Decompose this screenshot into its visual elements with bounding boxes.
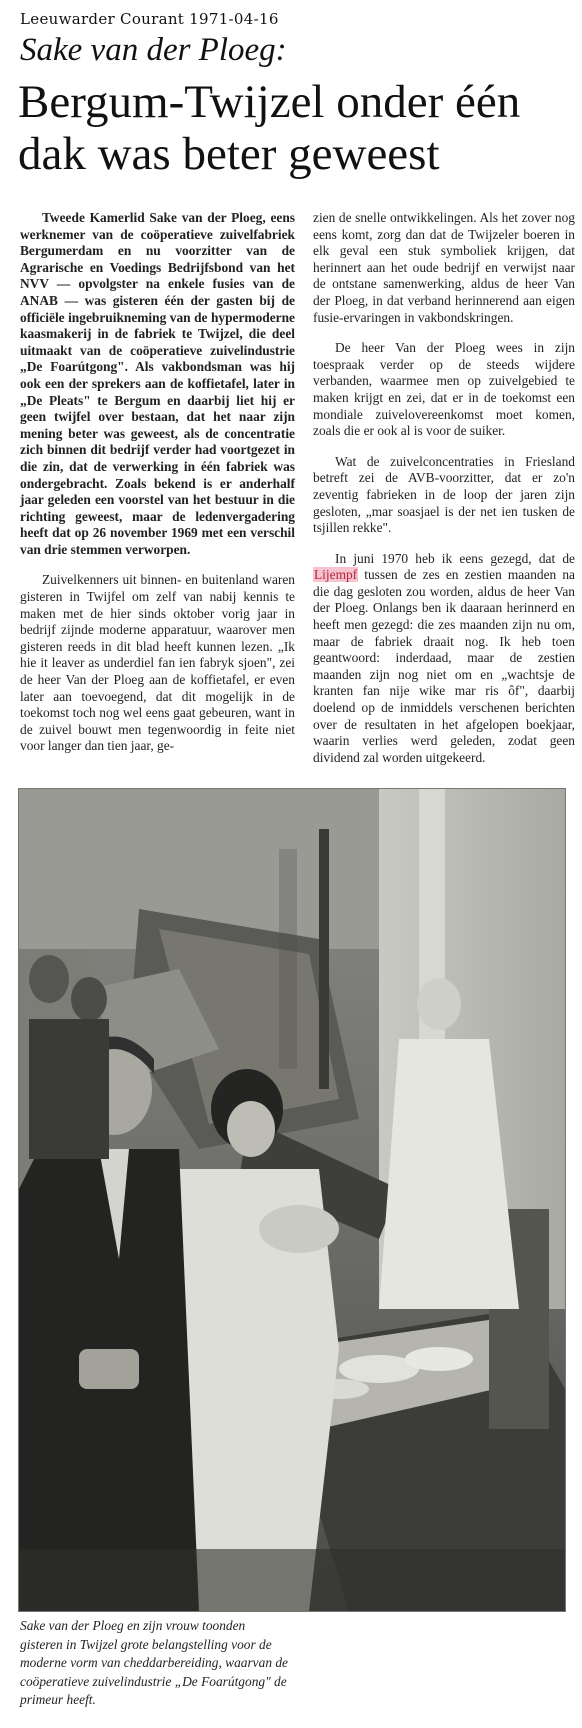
body-paragraph: zien de snelle ontwikkelingen. Als het zover nog eens komt, zorg dan dat de Twijzeler boeren in elk geval een stuk symboliek krijgen, dat herinnert aan het oude bedrijf en verwijst naar de ontstane samenwerking, aldus de heer Van der Ploeg, in dat verband herinnerend aan eigen fusie-ervaringen in vakbondskringen.	[313, 210, 575, 325]
right-column	[313, 210, 575, 780]
article-kicker: Sake van der Ploeg:	[20, 32, 287, 68]
body-paragraph: Zuivelkenners uit binnen- en buitenland waren gisteren in Twijfel om zelf van nabij kennis te maken met de hier sinds oktober vorig jaar in bedrijf zijnde moderne apparatuur, waarover men gisteren reeds in dit blad heeft kunnen lezen. „Ik hie it leaver as underdiel fan ien fabryk sjoen", zei de heer Van der Ploeg aan de koffietafel, er even later aan toevoegend, dat dit mogelijk in de toekomst toch nog wel eens gaat gebeuren, want in de zuivel bouwt men tegenwoordig in feite niet voor langer dan tien jaar, ge-	[20, 572, 295, 754]
factory-photo	[18, 788, 566, 1612]
article-headline: Bergum-Twijzel onder één dak was beter geweest	[18, 76, 521, 180]
masthead: Leeuwarder Courant 1971-04-16	[20, 10, 279, 28]
body-paragraph: Wat de zuivelconcentraties in Friesland betreft zei de AVB-voorzitter, dat er zo'n zeventig fabrieken in de loop der jaren zijn gesloten, „mar soasjael is der net ien tusken de tsjillen rekke".	[313, 453, 575, 536]
worker-head	[417, 978, 461, 1030]
photo-illustration	[19, 789, 565, 1611]
body-paragraph	[313, 551, 575, 767]
paragraph-text: tussen de zes en zestien maanden na die dag gesloten zou worden, aldus de heer Van der Ploeg. Onlangs ben ik daaraan herinnerd en heeft men gezegd: die zes maanden zijn nu om, maar de fabriek draait nog. Ik heb toen geantwoord: inderdaad, maar de zestien maanden zijn nog niet om en „wachtsje de kranten fan nije wike mar ris ôf", daarbij doelend op de inmiddels verschenen berichten over de resultaten in het afgelopen boekjaar, waarin verlies werd geleden, zodat geen dividend zal worden uitgekeerd.	[313, 567, 575, 765]
paragraph-text: In juni 1970 heb ik eens gezegd, dat de	[335, 550, 575, 566]
lead-paragraph: Tweede Kamerlid Sake van der Ploeg, eens werknemer van de coöperatieve zuivelfabriek Bergumerdam en nu voorzitter van de Agrarische en Voedings Bedrijfsbond van het NVV — opvolgster na enkele fusies van de ANAB — was gisteren één der gasten bij de officiële ingebruikneming van de hypermoderne kaasmakerij in de fabriek te Twijzel, die deel uitmaakt van de coöperatieve zuivelindustrie „De Foarútgong". Als vakbondsman was hij ook een der sprekers aan de koffietafel, later in „De Pleats" te Bergum en daarbij liet hij er geen twijfel over bestaan, dat het naar zijn mening beter was geweest, als de concentratie zich binnen dit bedrijf verder had voortgezet in die zin, dat de verwerking in één fabriek was ondergebracht. Zoals bekend is er anderhalf jaar geleden een voorstel van het bestuur in die richting geweest, maar de ledenvergadering heeft dat op 26 november 1969 met een verschil van drie stemmen verworpen.	[20, 210, 295, 557]
body-paragraph: De heer Van der Ploeg wees in zijn toespraak verder op de steeds wijdere verbanden, waarmee men op zuivelgebied te maken krijgt en zei, dat er in de toekomst een mondiale zuivelovereenkomst moet komen, zoals die er ook al is voor de suiker.	[313, 340, 575, 439]
photo-caption: Sake van der Ploeg en zijn vrouw toonden gisteren in Twijzel grote belangstelling voor de moderne vorm van cheddarbereiding, waarvan de coöperatieve zuivelindustrie „De Foarútgong" de primeur heeft.	[20, 1618, 289, 1708]
left-column	[20, 210, 295, 769]
highlighted-word: Lijempf	[314, 567, 358, 583]
